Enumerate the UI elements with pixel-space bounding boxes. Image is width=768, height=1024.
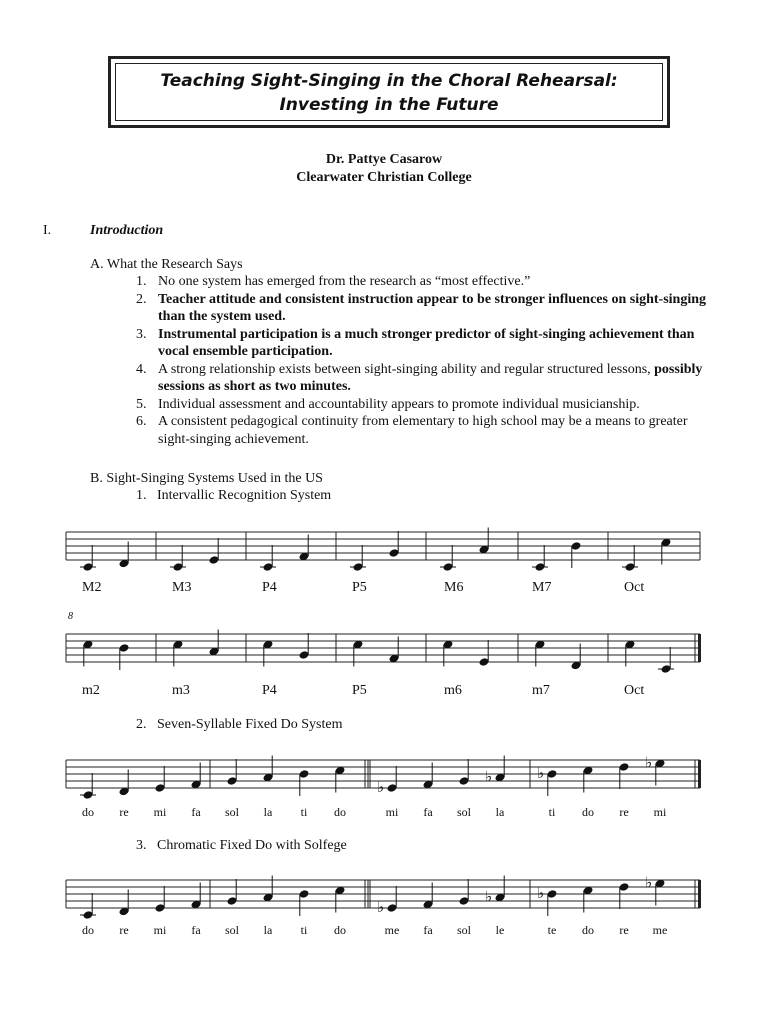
- interval-label: P4: [262, 580, 277, 595]
- system-2-label: [136, 717, 343, 733]
- syllable-label: fa: [191, 923, 201, 937]
- staff-4-svg: [62, 868, 712, 928]
- staff-intervals-descending: [62, 622, 712, 682]
- syllable-label: la: [263, 923, 273, 937]
- syllable-label: do: [82, 923, 94, 937]
- interval-label: M2: [82, 580, 102, 595]
- section-numeral: I.: [43, 223, 52, 238]
- author-affiliation: Clearwater Christian College: [296, 170, 472, 185]
- syllable-label: me: [652, 923, 668, 937]
- interval-label: M7: [532, 580, 552, 595]
- staff-intervals-ascending: [62, 520, 712, 580]
- system-1-label: [136, 488, 331, 504]
- syllable-label: fa: [423, 805, 433, 819]
- system-1-number: 1.: [136, 488, 147, 503]
- syllable-label: fa: [423, 923, 433, 937]
- research-item: [136, 396, 716, 414]
- syllable-label: te: [547, 923, 557, 937]
- syllable-label: sol: [224, 805, 240, 819]
- syllable-label: la: [495, 805, 505, 819]
- research-item-number: 4.: [136, 361, 147, 377]
- syllable-label: sol: [224, 923, 240, 937]
- syllable-label: re: [119, 923, 129, 937]
- interval-label: M3: [172, 580, 192, 595]
- section-heading: Introduction: [90, 223, 164, 238]
- research-item-number: 3.: [136, 326, 147, 342]
- final-barline: [698, 634, 701, 662]
- staff-3-svg: [62, 748, 712, 808]
- syllable-label: fa: [191, 805, 201, 819]
- flat-sign: ♭: [645, 873, 653, 892]
- syllable-label: do: [582, 805, 594, 819]
- final-barline: [698, 760, 701, 788]
- research-item: [136, 361, 716, 396]
- staff-fixed-do: [62, 748, 712, 808]
- flat-sign: ♭: [485, 887, 493, 906]
- syllable-label: mi: [385, 805, 399, 819]
- final-barline: [698, 880, 701, 908]
- syllable-label: me: [384, 923, 400, 937]
- syllable-label: re: [619, 805, 629, 819]
- interval-label: P5: [352, 683, 367, 698]
- staff-2-svg: [62, 622, 712, 682]
- system-3-name: Chromatic Fixed Do with Solfege: [157, 838, 347, 853]
- research-item-text: Individual assessment and accountability appears to promote individual musicianship.: [158, 396, 640, 412]
- syllable-label: ti: [300, 805, 308, 819]
- research-list: [136, 273, 716, 448]
- syllable-label: ti: [548, 805, 556, 819]
- syllable-label: do: [334, 805, 346, 819]
- syllable-label: mi: [153, 923, 167, 937]
- syllable-label: sol: [456, 805, 472, 819]
- interval-label: Oct: [624, 683, 645, 698]
- interval-label: m6: [444, 683, 462, 698]
- interval-label: m7: [532, 683, 550, 698]
- research-item-text: possibly sessions as short as two minutes.: [158, 361, 703, 394]
- syllable-label: ti: [300, 923, 308, 937]
- flat-sign: ♭: [377, 898, 385, 916]
- interval-label: m3: [172, 683, 190, 698]
- flat-sign: ♭: [377, 778, 385, 796]
- syllable-label: mi: [653, 805, 667, 819]
- research-item-text: A consistent pedagogical continuity from elementary to high school may be a means to greater sight-singing achievement.: [158, 414, 688, 447]
- title-box: [108, 56, 670, 128]
- research-item-number: 1.: [136, 274, 147, 289]
- research-item-text: Instrumental participation is a much stronger predictor of sight-singing achievement than vocal ensemble participation.: [158, 326, 695, 359]
- part-b-heading: B. Sight-Singing Systems Used in the US: [90, 471, 323, 486]
- flat-sign: ♭: [537, 764, 545, 782]
- measure-number: 8: [68, 611, 73, 622]
- syllable-label: do: [582, 923, 594, 937]
- staff-1-svg: [62, 520, 712, 580]
- research-item-text: No one system has emerged from the research as “most effective.”: [158, 274, 531, 289]
- research-item: [136, 326, 716, 361]
- system-1-name: Intervallic Recognition System: [157, 488, 332, 503]
- flat-sign: ♭: [485, 767, 493, 786]
- system-2-name: Seven-Syllable Fixed Do System: [157, 717, 343, 732]
- research-item-number: 5.: [136, 396, 147, 412]
- system-3-number: 3.: [136, 838, 147, 853]
- syllable-label: re: [619, 923, 629, 937]
- interval-label: Oct: [624, 580, 645, 595]
- system-3-label: [136, 838, 347, 854]
- part-a-heading: A. What the Research Says: [90, 257, 243, 272]
- flat-sign: ♭: [645, 753, 653, 772]
- syllable-label: la: [263, 805, 273, 819]
- interval-label: m2: [82, 683, 100, 698]
- research-item-text: A strong relationship exists between sight-singing ability and regular structured lessons,: [158, 361, 655, 377]
- staff-chromatic-do: [62, 868, 712, 928]
- syllable-label: do: [82, 805, 94, 819]
- research-item-text: Teacher attitude and consistent instruction appear to be stronger influences on sight-singing than the system used.: [158, 291, 706, 324]
- flat-sign: ♭: [537, 884, 545, 902]
- syllable-label: re: [119, 805, 129, 819]
- interval-label: P4: [262, 683, 277, 698]
- research-item: [136, 413, 716, 448]
- research-item: [136, 291, 716, 326]
- title-line-1: Teaching Sight-Singing in the Choral Rehearsal:: [160, 71, 618, 91]
- interval-label: M6: [444, 580, 464, 595]
- author-name: Dr. Pattye Casarow: [325, 152, 443, 167]
- research-item: [136, 273, 716, 291]
- syllable-label: le: [495, 923, 505, 937]
- syllable-label: sol: [456, 923, 472, 937]
- research-item-number: 2.: [136, 291, 147, 307]
- syllable-label: do: [334, 923, 346, 937]
- interval-label: P5: [352, 580, 367, 595]
- research-item-number: 6.: [136, 414, 147, 429]
- title-line-2: Investing in the Future: [279, 95, 499, 115]
- syllable-label: mi: [153, 805, 167, 819]
- system-2-number: 2.: [136, 717, 147, 732]
